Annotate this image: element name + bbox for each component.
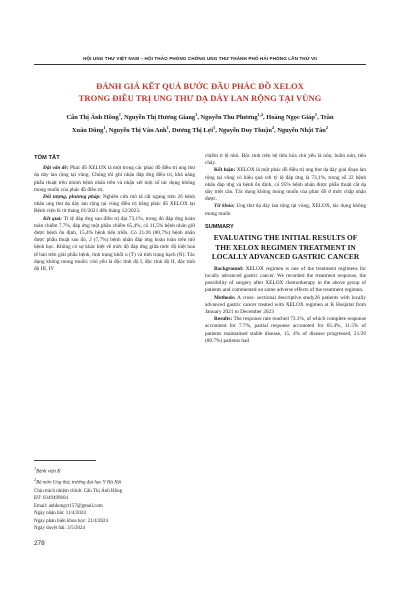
- author-affiliation-mark: 1: [166, 125, 169, 131]
- left-column: [34, 153, 195, 273]
- journal-header: HỘI UNG THƯ VIỆT NAM – HỘI THẢO PHÒNG CHỐNG UNG THƯ THÀNH PHỐ HẢI PHÒNG LẦN THỨ VII: [83, 56, 317, 61]
- author-name: Nguyễn Duy Thuận: [218, 127, 272, 135]
- affiliation-2-text: Bộ môn Ung thư, trường đại học Y Hà Nội: [36, 480, 122, 486]
- accepted-date: Ngày duyệt bài: 3/5/2024: [34, 526, 85, 532]
- author-affiliation-mark: 1: [195, 112, 198, 117]
- vn-method-paragraph: [34, 194, 195, 216]
- vn-method-label: Đối tượng, phương pháp:: [43, 194, 101, 201]
- vn-keywords-label: Từ khóa:: [214, 203, 235, 210]
- author-affiliation-mark: 1: [118, 112, 121, 117]
- en-background-paragraph: [205, 266, 366, 295]
- en-methods-paragraph: [205, 295, 366, 317]
- affiliation-1: $^1$Bệnh viện K: [34, 466, 61, 475]
- en-summary-heading: SUMMARY: [205, 223, 234, 230]
- vn-abstract-heading: TÓM TẮT: [34, 155, 60, 161]
- en-background-label: Background:: [214, 265, 244, 272]
- vn-keywords-text: Ung thư dạ dày lan rộng tại vùng, XELOX, tác dụng không mong muốn: [205, 203, 366, 217]
- author-affiliation-mark: 1: [314, 112, 318, 117]
- vn-result-continued: chiếm tỉ lệ nhỏ. Độc tính trên hệ tiêu hóa chủ yếu là nôn, buồn nôn, tiêu chảy.: [205, 153, 366, 167]
- author-name: Hoàng Ngọc Giáp: [266, 114, 315, 122]
- vn-result-label: Kết quả:: [43, 215, 63, 222]
- vn-result-paragraph: [34, 216, 195, 274]
- author-name: Nguyễn Thị Vân Anh: [108, 127, 167, 135]
- en-methods-text: A cross- sectional descriptive study26 patients with locally advanced gastric cancer treated with XELOX regimen at K Hospital from January 2021 to December 2023: [205, 294, 366, 316]
- email: Email: anhhongct157@gmail.com: [34, 503, 103, 509]
- author-name: Nguyễn Nhật Tân: [277, 127, 326, 135]
- right-column: [205, 153, 366, 345]
- author-affiliation-mark: 2: [271, 125, 275, 131]
- author-name: Trần Xuân Dũng: [71, 114, 334, 135]
- en-methods-label: Methods:: [214, 294, 236, 301]
- author-affiliation-mark: 1,2: [257, 112, 264, 117]
- en-background-text: XELOX regimen is one of the treatment regimens for locally advanced gastric cancer. We recorded the treatment response, the possibility of surgery after XELOX chemotherapy in the above group of patients and commented on some adverse effects of the treatment regimen.: [205, 265, 366, 294]
- vn-method-text: Nghiên cứu mô tả cắt ngang trên 26 bệnh nhân ung thư dạ dày lan rộng tại vùng điều trị bằng phác đồ XELOX tại Bệnh viện K từ tháng 01/2021 đến tháng 12/2023.: [34, 194, 196, 215]
- author-name: Dương Thị Lợi: [172, 127, 213, 135]
- en-results-text: The response rate reached 73.1%, of which complete response accounted for 7.7%, partial response accounted for 65.4%, 11.5% of patients maintained stable disease, 15, 4% of disease progressed, 21/26 (80.7%) patients had: [205, 316, 366, 344]
- phone: ĐT: 0349499604: [34, 496, 69, 502]
- author-affiliation-mark: 2: [325, 125, 329, 131]
- en-results-paragraph: [205, 316, 366, 345]
- vn-aim-text: Phác đồ XELOX là một trong các phác đồ điều trị ung thư dạ dày lan rộng tại vùng. Chúng tôi ghi nhận đáp ứng điều trị, khả năng phẫu thuật trên nhóm bệnh nhân trên và nhận xét một số tác dụng không mong muốn của phác đồ điều trị.: [34, 165, 195, 193]
- page-number: 278: [34, 540, 45, 547]
- footnote-rule: [34, 460, 96, 461]
- review-date: Ngày phản biện khoa học: 21/4/2024: [34, 518, 109, 524]
- vn-aim-paragraph: [34, 165, 195, 194]
- author-name: Nguyễn Thu Phương: [200, 114, 258, 122]
- vn-conclusion-text: XELOX là một phác đồ điều trị ung thư dạ dày giai đoạn lan rộng tại vùng có hiệu quả với tỷ lệ đáp ứng là 73,1%, trong số 22 bệnh nhân đáp ứng và bệnh ổn định, có 95% bệnh nhân được phẫu thuật cắt dạ dày triệt căn. Tác dụng không mong muốn của phác đồ ở mức chấp nhận được.: [205, 167, 366, 203]
- author-list: Cấn Thị Ánh Hồng$^1$, Nguyễn Thị Hương Giang$^1$, Nguyễn Thu Phương$^{1,2}$, Hoàng Ngọc Giáp$^1$, Trần Xuân Dũng$^1$, Nguyễn Thị Vân Anh$^1$, Dương Thị Lợi$^1$, Nguyễn Duy Thuận$^2$, Nguyễn Nhật Tân$^2$: [66, 112, 334, 135]
- affiliation-2: $^2$Bộ môn Ung thư, trường đại học Y Hà Nội: [34, 477, 122, 486]
- en-title: EVALUATING THE INITIAL RESULTS OF THE XELOX REGIMEN TREATMENT IN LOCALLY ADVANCED GASTRIC CANCER: [211, 233, 360, 262]
- vn-conclusion-paragraph: [205, 167, 366, 203]
- title-line-2: TRONG ĐIỀU TRỊ UNG THƯ DẠ DÀY LAN RỘNG TẠI VÙNG: [78, 93, 322, 103]
- author-name: Cấn Thị Ánh Hồng: [66, 114, 119, 122]
- vn-result-text: Tỉ lệ đáp ứng sau điều trị đạt 73,1%, trong đó đáp ứng hoàn toàn chiếm 7,7%, đáp ứng một phần chiếm 65,4%, có 11,5% bệnh nhân giữ được bệnh ổn định, 15,4% bệnh tiến triển. Có 21/26 (80,7%) bệnh nhân được phẫu thuật sau đó, 2 (7,7%) bệnh nhân đáp ứng hoàn toàn trên mô bệnh học. Không có sự khác biệt về mức độ đáp ứng giữa mức độ biệt hoá tế bào trên giải phẫu bệnh, tình trạng khối u (T) và tình trạng hạch (N). Tác dụng không mong muốn: chủ yếu là độc tính độ I, độc tính độ II, độc tính độ III, IV: [34, 215, 195, 273]
- footnotes: [34, 465, 195, 533]
- author-affiliation-mark: 1: [213, 125, 216, 131]
- title-line-1: ĐÁNH GIÁ KẾT QUẢ BƯỚC ĐẦU PHÁC ĐỒ XELOX: [96, 81, 304, 91]
- author-name: Nguyễn Thị Hương Giang: [124, 114, 196, 122]
- vn-keywords-paragraph: [205, 203, 366, 217]
- received-date: Ngày nhận bài: 11/4/2024: [34, 511, 86, 517]
- corresponding-author: Chịu trách nhiệm chính: Cấn Thị Ánh Hồng: [34, 488, 123, 494]
- vn-aim-label: Đặt vấn đề:: [43, 165, 69, 172]
- affiliation-1-text: Bệnh viện K: [36, 469, 61, 475]
- article-title: [30, 80, 370, 104]
- en-results-label: Results:: [214, 316, 233, 323]
- author-affiliation-mark: 1: [103, 125, 106, 131]
- vn-conclusion-label: Kết luận:: [214, 167, 236, 174]
- header-rule: [34, 64, 366, 65]
